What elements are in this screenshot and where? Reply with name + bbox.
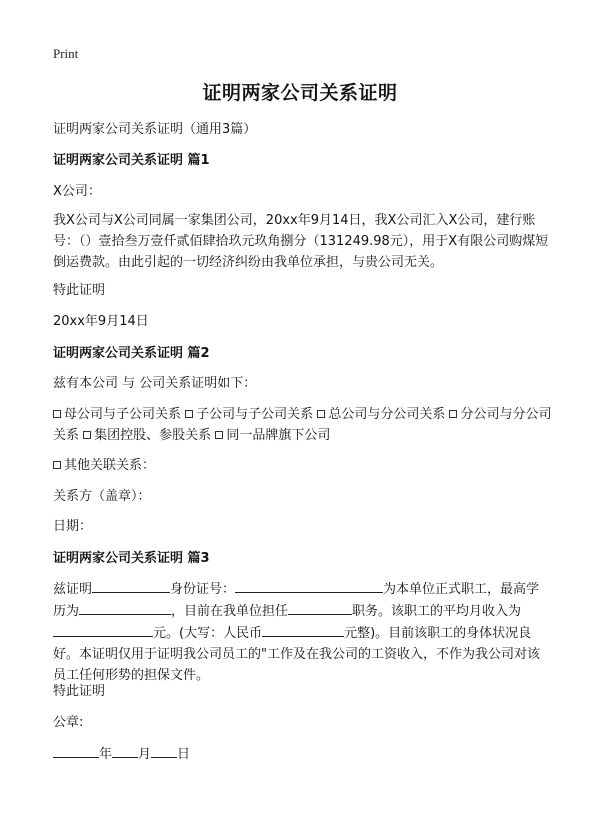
option-item xyxy=(53,407,181,422)
part1-salutation: X公司： xyxy=(53,184,101,199)
part3-text: 职务。该职工的平均月收入为 xyxy=(352,604,522,619)
part2-date: 日期： xyxy=(53,519,93,534)
option-label: 同一品牌旗下公司 xyxy=(226,428,331,443)
part3-text: 元整)。目前该职工的身体状况良好。本证明仅用于证明我公司员工的"工作及在我公司的工资收入，不作为我公司对该员工任何形势的担保文件。 xyxy=(53,626,540,683)
month-blank[interactable] xyxy=(112,743,138,758)
checkbox-icon[interactable] xyxy=(53,461,61,469)
part3-body xyxy=(53,578,551,686)
checkbox-icon[interactable] xyxy=(185,410,193,418)
part2-party: 关系方（盖章）： xyxy=(53,489,151,504)
part1-date: 20xx年9月14日 xyxy=(53,314,149,329)
part2-intro: 兹有本公司 与 公司关系证明如下： xyxy=(53,376,257,391)
option-label: 子公司与子公司关系 xyxy=(196,407,314,422)
education-blank[interactable] xyxy=(79,600,171,615)
option-item xyxy=(317,407,445,422)
part3-closing: 特此证明 xyxy=(53,684,106,699)
checkbox-icon[interactable] xyxy=(215,431,223,439)
part3-text: 兹证明 xyxy=(53,582,93,597)
print-link[interactable]: Print xyxy=(53,46,79,61)
option-label: 母公司与子公司关系 xyxy=(64,407,182,422)
option-label: 集团控股、参股关系 xyxy=(94,428,212,443)
id-number-blank[interactable] xyxy=(235,578,383,593)
part3-text: 元。(大写：人民币 xyxy=(153,626,263,641)
part1-heading: 证明两家公司关系证明 篇1 xyxy=(53,153,210,168)
month-label: 月 xyxy=(138,747,152,762)
income-blank[interactable] xyxy=(53,622,153,637)
part1-body: 我X公司与X公司同属一家集团公司，20xx年9月14日，我X公司汇入X公司，建行账号：（）壹拾叁万壹仟贰佰肆拾玖元玖角捌分（131249.98元），用于X有限公司购煤短倒运费款。由此引起的一切经济纠纷由我单位承担，与贵公司无关。 xyxy=(53,213,549,270)
part3-date-line xyxy=(53,743,553,765)
year-blank[interactable] xyxy=(53,743,99,758)
option-label: 总公司与分公司关系 xyxy=(328,407,446,422)
name-blank[interactable] xyxy=(92,578,170,593)
checkbox-icon[interactable] xyxy=(53,410,61,418)
document-subtitle: 证明两家公司关系证明（通用3篇） xyxy=(53,122,257,137)
income-capital-blank[interactable] xyxy=(262,622,344,637)
part3-text: ，目前在我单位担任 xyxy=(171,604,289,619)
document-title: 证明两家公司关系证明 xyxy=(202,82,398,104)
part2-other xyxy=(53,455,553,476)
option-item xyxy=(83,428,211,443)
part3-text: 身份证号： xyxy=(170,582,236,597)
checkbox-icon[interactable] xyxy=(449,410,457,418)
day-blank[interactable] xyxy=(151,743,177,758)
position-blank[interactable] xyxy=(288,600,352,615)
day-label: 日 xyxy=(177,747,191,762)
part2-heading: 证明两家公司关系证明 篇2 xyxy=(53,346,210,361)
part2-options xyxy=(53,404,553,446)
part3-text: 为本单位正式职工，最高学历为 xyxy=(53,582,540,619)
checkbox-icon[interactable] xyxy=(83,431,91,439)
other-label: 其他关联关系： xyxy=(64,458,156,473)
part1-closing: 特此证明 xyxy=(53,283,106,298)
part3-heading: 证明两家公司关系证明 篇3 xyxy=(53,551,210,566)
option-item xyxy=(185,407,313,422)
year-label: 年 xyxy=(99,747,113,762)
option-item xyxy=(215,428,330,443)
part3-seal: 公章: xyxy=(53,715,84,730)
checkbox-icon[interactable] xyxy=(317,410,325,418)
option-label: 分公司与分公司关系 xyxy=(53,407,552,443)
